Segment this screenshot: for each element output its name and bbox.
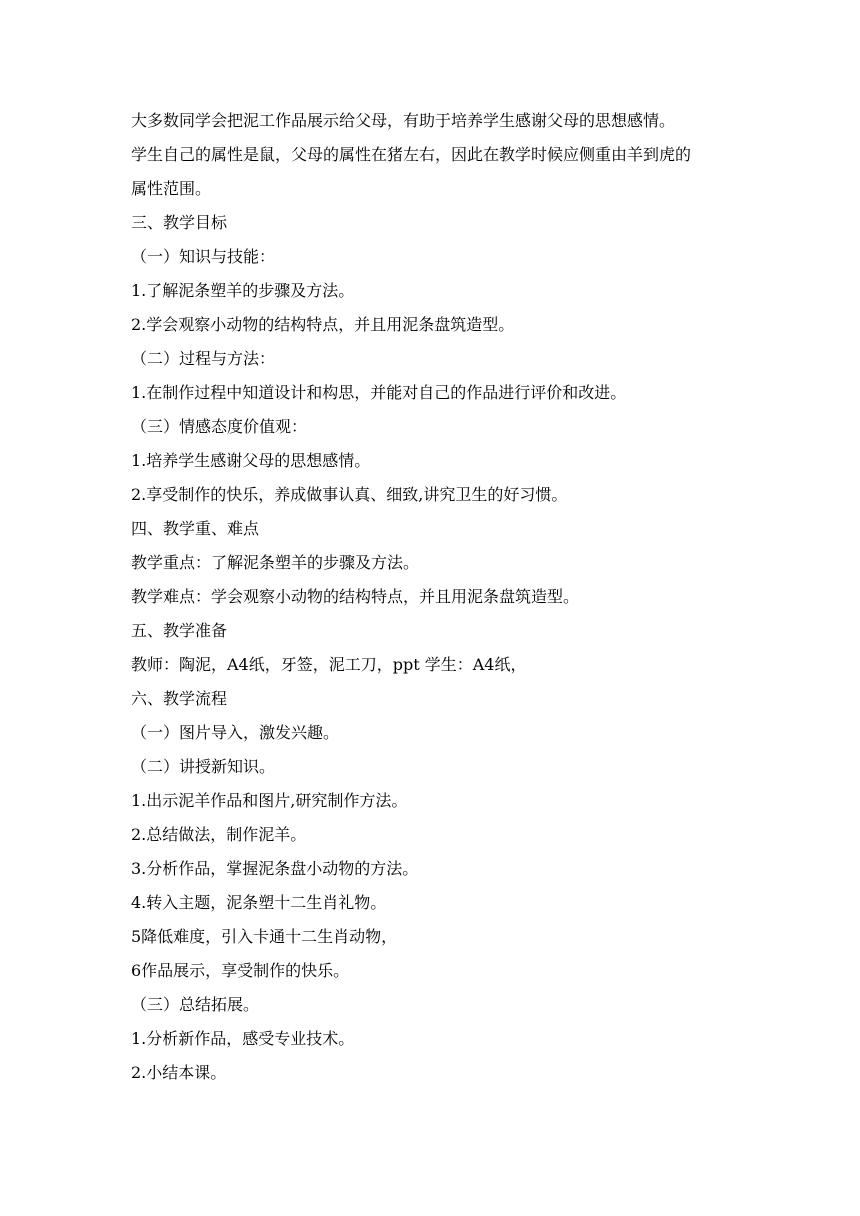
list-item: 6作品展示，享受制作的快乐。: [131, 961, 350, 980]
subsection-heading: （三）总结拓展。: [131, 995, 260, 1014]
section-heading: 三、教学目标: [131, 213, 228, 232]
section-heading: 六、教学流程: [131, 689, 228, 708]
subsection-heading: （一）知识与技能：: [131, 247, 276, 266]
text-line: 教学难点：学会观察小动物的结构特点，并且用泥条盘筑造型。: [131, 587, 580, 606]
list-item: 1.分析新作品，感受专业技术。: [131, 1029, 355, 1048]
list-item: 2.学会观察小动物的结构特点，并且用泥条盘筑造型。: [131, 315, 515, 334]
list-item: 4.转入主题，泥条塑十二生肖礼物。: [131, 893, 387, 912]
subsection-heading: （二）讲授新知识。: [131, 757, 276, 776]
list-item: 1.出示泥羊作品和图片,研究制作方法。: [131, 791, 408, 810]
text-line: 学生自己的属性是鼠，父母的属性在猪左右，因此在教学时候应侧重由羊到虎的: [131, 145, 692, 164]
text-line: 属性范围。: [131, 179, 212, 198]
subsection-heading: （三）情感态度价值观：: [131, 417, 308, 436]
subsection-heading: （一）图片导入，激发兴趣。: [131, 723, 340, 742]
list-item: 1.培养学生感谢父母的思想感情。: [131, 451, 371, 470]
list-item: 1.了解泥条塑羊的步骤及方法。: [131, 281, 355, 300]
text-line: 大多数同学会把泥工作品展示给父母，有助于培养学生感谢父母的思想感情。: [131, 111, 676, 130]
list-item: 2.小结本课。: [131, 1063, 227, 1082]
text-line: 教学重点：了解泥条塑羊的步骤及方法。: [131, 553, 420, 572]
section-heading: 四、教学重、难点: [131, 519, 260, 538]
subsection-heading: （二）过程与方法：: [131, 349, 276, 368]
list-item: 1.在制作过程中知道设计和构思，并能对自己的作品进行评价和改进。: [131, 383, 627, 402]
text-line: 教师：陶泥，A4纸，牙签，泥工刀，ppt 学生：A4纸，: [131, 655, 527, 674]
section-heading: 五、教学准备: [131, 621, 228, 640]
list-item: 5降低难度，引入卡通十二生肖动物，: [131, 927, 398, 946]
list-item: 2.总结做法，制作泥羊。: [131, 825, 307, 844]
document-body: [131, 104, 731, 1090]
list-item: 3.分析作品，掌握泥条盘小动物的方法。: [131, 859, 419, 878]
list-item: 2.享受制作的快乐，养成做事认真、细致,讲究卫生的好习惯。: [131, 485, 568, 504]
